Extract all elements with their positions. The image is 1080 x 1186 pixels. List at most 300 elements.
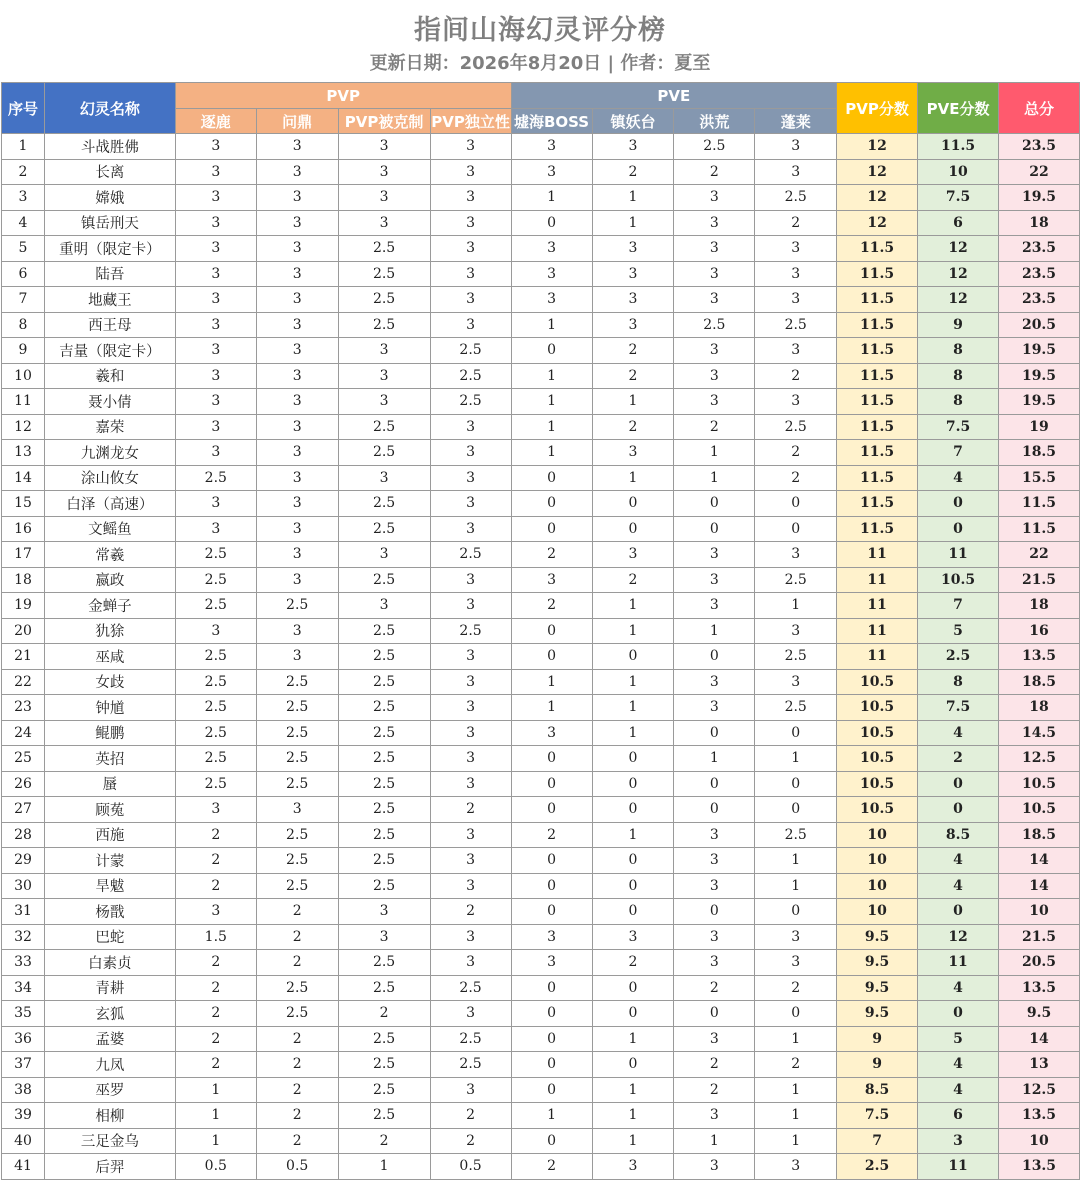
cell-index: 14 [2,465,45,491]
cell-index: 32 [2,924,45,950]
header-pvp-independence: PVP独立性 [430,109,511,134]
cell-pve-boss: 0 [511,338,592,364]
table-row [2,771,1080,797]
cell-index: 11 [2,389,45,415]
cell-name: 白泽（高速） [44,491,175,517]
cell-total: 19.5 [999,338,1080,364]
cell-pve-score: 0 [918,491,999,517]
cell-pve-penglai: 0 [755,899,837,925]
cell-pvp-score: 11.5 [837,516,918,542]
cell-index: 17 [2,542,45,568]
table-row [2,975,1080,1001]
cell-pve-penglai: 2.5 [755,822,837,848]
cell-pve-boss: 0 [511,491,592,517]
header-pvp-group: PVP [175,83,511,109]
cell-pve-zhenyaotai: 3 [592,542,674,568]
cell-index: 19 [2,593,45,619]
cell-pve-penglai: 3 [755,950,837,976]
cell-pve-honghuang: 0 [674,771,755,797]
cell-pve-honghuang: 2 [674,1077,755,1103]
cell-pvp-score: 11.5 [837,312,918,338]
cell-pvp-wending: 2 [256,899,338,925]
cell-pvp-zhulu: 3 [175,236,256,262]
cell-pvp-wending: 3 [256,516,338,542]
cell-name: 吉量（限定卡） [44,338,175,364]
table-row [2,338,1080,364]
cell-pvp-independence: 3 [430,261,511,287]
cell-name: 斗战胜佛 [44,134,175,160]
cell-pvp-independence: 3 [430,873,511,899]
cell-total: 16 [999,618,1080,644]
cell-pvp-wending: 3 [256,465,338,491]
cell-pvp-countered: 2.5 [338,669,430,695]
cell-pvp-score: 10.5 [837,797,918,823]
header-pve-penglai: 蓬莱 [755,109,837,134]
cell-pvp-zhulu: 2.5 [175,746,256,772]
cell-pvp-wending: 2.5 [256,822,338,848]
table-row [2,950,1080,976]
cell-pve-score: 5 [918,1026,999,1052]
cell-index: 31 [2,899,45,925]
table-row [2,720,1080,746]
cell-pvp-wending: 2.5 [256,1001,338,1027]
cell-pve-score: 4 [918,720,999,746]
cell-pvp-zhulu: 1 [175,1103,256,1129]
cell-pvp-wending: 3 [256,236,338,262]
header-index: 序号 [2,83,45,134]
header-pvp-score: PVP分数 [837,83,918,134]
cell-pve-honghuang: 3 [674,363,755,389]
cell-pvp-wending: 2.5 [256,746,338,772]
cell-total: 10.5 [999,797,1080,823]
cell-pve-zhenyaotai: 3 [592,312,674,338]
cell-pve-boss: 1 [511,185,592,211]
cell-index: 12 [2,414,45,440]
cell-pve-score: 11 [918,950,999,976]
cell-pvp-wending: 2 [256,1077,338,1103]
cell-pvp-countered: 2.5 [338,822,430,848]
cell-index: 3 [2,185,45,211]
cell-pve-score: 2.5 [918,644,999,670]
cell-pve-boss: 1 [511,389,592,415]
table-row [2,185,1080,211]
cell-pve-boss: 0 [511,465,592,491]
cell-name: 九凤 [44,1052,175,1078]
cell-pvp-independence: 3 [430,287,511,313]
cell-pve-boss: 0 [511,899,592,925]
cell-index: 13 [2,440,45,466]
page-subtitle: 更新日期：2026年8月20日 | 作者：夏至 [369,53,711,74]
cell-total: 10 [999,1128,1080,1154]
cell-pvp-wending: 2 [256,1103,338,1129]
cell-index: 23 [2,695,45,721]
cell-name: 金蝉子 [44,593,175,619]
cell-pvp-independence: 2.5 [430,618,511,644]
cell-pve-honghuang: 3 [674,1154,755,1180]
table-row [2,593,1080,619]
cell-pvp-independence: 3 [430,1001,511,1027]
cell-pve-penglai: 3 [755,924,837,950]
cell-pvp-score: 10.5 [837,669,918,695]
cell-pve-penglai: 3 [755,618,837,644]
cell-pve-penglai: 3 [755,669,837,695]
cell-total: 22 [999,542,1080,568]
cell-pvp-zhulu: 2.5 [175,567,256,593]
cell-pve-score: 0 [918,516,999,542]
cell-index: 28 [2,822,45,848]
cell-pve-boss: 0 [511,210,592,236]
cell-name: 嫦娥 [44,185,175,211]
cell-pve-honghuang: 3 [674,542,755,568]
cell-pve-honghuang: 0 [674,491,755,517]
table-row [2,236,1080,262]
cell-total: 18 [999,210,1080,236]
cell-total: 22 [999,159,1080,185]
cell-index: 20 [2,618,45,644]
cell-pve-boss: 0 [511,1052,592,1078]
cell-pve-zhenyaotai: 1 [592,720,674,746]
cell-pvp-independence: 3 [430,185,511,211]
cell-pvp-zhulu: 2 [175,822,256,848]
cell-pvp-score: 11.5 [837,236,918,262]
cell-pvp-countered: 2.5 [338,312,430,338]
cell-pvp-score: 11 [837,542,918,568]
cell-pve-penglai: 2.5 [755,695,837,721]
cell-total: 21.5 [999,924,1080,950]
cell-pvp-wending: 2 [256,1128,338,1154]
cell-pve-honghuang: 3 [674,338,755,364]
cell-name: 嬴政 [44,567,175,593]
table-row [2,1052,1080,1078]
cell-pvp-wending: 3 [256,261,338,287]
cell-pvp-countered: 2.5 [338,236,430,262]
table-row [2,465,1080,491]
cell-pvp-wending: 2.5 [256,593,338,619]
cell-pvp-countered: 2.5 [338,848,430,874]
cell-pve-boss: 1 [511,363,592,389]
cell-pve-boss: 3 [511,159,592,185]
cell-pvp-independence: 3 [430,440,511,466]
cell-pve-honghuang: 3 [674,1103,755,1129]
cell-index: 38 [2,1077,45,1103]
cell-pve-penglai: 0 [755,491,837,517]
cell-pve-score: 4 [918,975,999,1001]
cell-pve-zhenyaotai: 3 [592,236,674,262]
cell-pve-boss: 0 [511,516,592,542]
cell-name: 女歧 [44,669,175,695]
cell-pve-boss: 0 [511,1128,592,1154]
cell-pve-boss: 0 [511,746,592,772]
cell-pvp-independence: 3 [430,1077,511,1103]
rating-table [1,82,1080,1180]
cell-name: 九渊龙女 [44,440,175,466]
cell-pvp-countered: 2 [338,1001,430,1027]
header-pvp-wending: 问鼎 [256,109,338,134]
cell-pve-penglai: 0 [755,516,837,542]
cell-name: 巫罗 [44,1077,175,1103]
cell-total: 9.5 [999,1001,1080,1027]
cell-pve-penglai: 2.5 [755,644,837,670]
cell-pvp-score: 11.5 [837,338,918,364]
cell-pvp-score: 9.5 [837,1001,918,1027]
cell-total: 10 [999,899,1080,925]
table-row [2,848,1080,874]
cell-pve-penglai: 1 [755,1128,837,1154]
cell-pvp-wending: 3 [256,414,338,440]
cell-pvp-score: 9 [837,1052,918,1078]
cell-pvp-score: 11 [837,618,918,644]
cell-pvp-wending: 2.5 [256,771,338,797]
cell-pvp-zhulu: 2.5 [175,644,256,670]
cell-total: 11.5 [999,491,1080,517]
cell-pvp-score: 12 [837,134,918,160]
cell-pvp-countered: 2.5 [338,975,430,1001]
cell-pve-zhenyaotai: 2 [592,363,674,389]
cell-pvp-score: 11.5 [837,287,918,313]
cell-pve-honghuang: 1 [674,746,755,772]
cell-pvp-zhulu: 2 [175,873,256,899]
cell-pvp-zhulu: 2.5 [175,720,256,746]
cell-pve-score: 12 [918,261,999,287]
cell-pvp-wending: 3 [256,440,338,466]
cell-pvp-wending: 2 [256,924,338,950]
cell-pve-zhenyaotai: 0 [592,644,674,670]
cell-pve-boss: 0 [511,873,592,899]
cell-pvp-countered: 1 [338,1154,430,1180]
cell-index: 9 [2,338,45,364]
cell-pvp-independence: 2 [430,899,511,925]
cell-pve-zhenyaotai: 1 [592,822,674,848]
cell-pvp-score: 11.5 [837,261,918,287]
cell-pve-boss: 0 [511,644,592,670]
cell-pvp-score: 11 [837,567,918,593]
cell-name: 杨戬 [44,899,175,925]
cell-pvp-zhulu: 3 [175,516,256,542]
cell-pvp-wending: 3 [256,567,338,593]
table-row [2,1077,1080,1103]
cell-name: 陆吾 [44,261,175,287]
cell-name: 三足金乌 [44,1128,175,1154]
cell-name: 相柳 [44,1103,175,1129]
cell-pvp-countered: 2.5 [338,261,430,287]
cell-pvp-independence: 2.5 [430,363,511,389]
cell-pve-zhenyaotai: 0 [592,746,674,772]
cell-pve-penglai: 1 [755,1026,837,1052]
cell-pvp-zhulu: 3 [175,261,256,287]
cell-index: 8 [2,312,45,338]
cell-pve-boss: 2 [511,542,592,568]
cell-index: 30 [2,873,45,899]
cell-name: 顾菟 [44,797,175,823]
cell-pve-boss: 0 [511,618,592,644]
cell-pve-score: 0 [918,771,999,797]
cell-pvp-wending: 0.5 [256,1154,338,1180]
cell-pvp-wending: 3 [256,363,338,389]
cell-index: 33 [2,950,45,976]
cell-pve-boss: 3 [511,567,592,593]
table-row [2,389,1080,415]
cell-pve-score: 4 [918,873,999,899]
cell-name: 青耕 [44,975,175,1001]
cell-pvp-independence: 3 [430,746,511,772]
cell-pve-score: 7.5 [918,695,999,721]
cell-pve-penglai: 3 [755,338,837,364]
cell-pvp-wending: 3 [256,797,338,823]
cell-pvp-score: 9 [837,1026,918,1052]
cell-total: 18.5 [999,822,1080,848]
cell-pvp-countered: 3 [338,465,430,491]
header-pvp-countered: PVP被克制 [338,109,430,134]
cell-pvp-zhulu: 3 [175,440,256,466]
cell-total: 20.5 [999,950,1080,976]
cell-pve-honghuang: 3 [674,822,755,848]
cell-pve-boss: 0 [511,1026,592,1052]
cell-pve-honghuang: 2.5 [674,312,755,338]
page-title: 指间山海幻灵评分榜 [414,15,666,46]
header-pve-boss: 墟海BOSS [511,109,592,134]
cell-pvp-zhulu: 2.5 [175,669,256,695]
cell-pvp-independence: 3 [430,822,511,848]
cell-pve-score: 6 [918,1103,999,1129]
cell-pve-boss: 0 [511,1001,592,1027]
cell-pve-score: 0 [918,797,999,823]
cell-name: 后羿 [44,1154,175,1180]
cell-pvp-zhulu: 2 [175,975,256,1001]
cell-pve-honghuang: 3 [674,261,755,287]
cell-total: 18 [999,695,1080,721]
cell-pve-honghuang: 2 [674,1052,755,1078]
cell-pve-zhenyaotai: 3 [592,924,674,950]
cell-pvp-countered: 3 [338,542,430,568]
cell-pvp-countered: 3 [338,185,430,211]
cell-pvp-wending: 2 [256,950,338,976]
cell-index: 2 [2,159,45,185]
cell-pvp-countered: 2.5 [338,720,430,746]
cell-pvp-score: 11.5 [837,440,918,466]
cell-pvp-score: 12 [837,210,918,236]
cell-pve-boss: 3 [511,236,592,262]
cell-pvp-zhulu: 2.5 [175,465,256,491]
table-row [2,516,1080,542]
cell-pvp-wending: 2 [256,1026,338,1052]
cell-pvp-countered: 3 [338,899,430,925]
cell-pvp-score: 9.5 [837,975,918,1001]
cell-index: 39 [2,1103,45,1129]
cell-pve-zhenyaotai: 1 [592,695,674,721]
table-row [2,414,1080,440]
cell-pve-honghuang: 3 [674,695,755,721]
cell-pvp-zhulu: 3 [175,210,256,236]
cell-pvp-score: 10.5 [837,746,918,772]
cell-name: 蜃 [44,771,175,797]
cell-pvp-countered: 3 [338,338,430,364]
cell-pve-zhenyaotai: 1 [592,210,674,236]
cell-name: 文鳐鱼 [44,516,175,542]
cell-pve-honghuang: 2.5 [674,134,755,160]
cell-pve-zhenyaotai: 3 [592,261,674,287]
cell-total: 21.5 [999,567,1080,593]
table-row [2,440,1080,466]
cell-pve-score: 11 [918,1154,999,1180]
cell-index: 35 [2,1001,45,1027]
cell-pve-honghuang: 3 [674,669,755,695]
cell-pvp-zhulu: 2 [175,950,256,976]
cell-total: 14 [999,873,1080,899]
cell-pvp-zhulu: 2 [175,1001,256,1027]
cell-pve-penglai: 0 [755,797,837,823]
table-row [2,261,1080,287]
cell-total: 13.5 [999,1154,1080,1180]
cell-pvp-zhulu: 2.5 [175,593,256,619]
cell-total: 11.5 [999,516,1080,542]
cell-index: 15 [2,491,45,517]
cell-index: 7 [2,287,45,313]
cell-total: 23.5 [999,134,1080,160]
cell-pve-zhenyaotai: 1 [592,1128,674,1154]
cell-pve-score: 8 [918,363,999,389]
cell-index: 5 [2,236,45,262]
cell-pve-boss: 3 [511,261,592,287]
cell-total: 14.5 [999,720,1080,746]
cell-pvp-independence: 3 [430,720,511,746]
table-row [2,210,1080,236]
cell-pvp-independence: 0.5 [430,1154,511,1180]
cell-total: 14 [999,1026,1080,1052]
cell-name: 旱魃 [44,873,175,899]
cell-pve-score: 4 [918,1077,999,1103]
cell-index: 40 [2,1128,45,1154]
cell-pve-zhenyaotai: 1 [592,1077,674,1103]
cell-pvp-independence: 3 [430,236,511,262]
cell-name: 计蒙 [44,848,175,874]
table-row [2,542,1080,568]
header-pvp-zhulu: 逐鹿 [175,109,256,134]
cell-pvp-countered: 3 [338,159,430,185]
cell-pvp-independence: 3 [430,516,511,542]
cell-pve-zhenyaotai: 1 [592,389,674,415]
cell-pve-score: 10 [918,159,999,185]
cell-pve-honghuang: 3 [674,236,755,262]
cell-pve-honghuang: 0 [674,1001,755,1027]
cell-pvp-countered: 2.5 [338,414,430,440]
cell-total: 19.5 [999,363,1080,389]
header-total: 总分 [999,83,1080,134]
cell-index: 25 [2,746,45,772]
cell-pve-honghuang: 3 [674,185,755,211]
cell-name: 西王母 [44,312,175,338]
cell-pvp-score: 10 [837,822,918,848]
cell-pve-boss: 1 [511,669,592,695]
cell-pvp-independence: 3 [430,465,511,491]
cell-pvp-score: 2.5 [837,1154,918,1180]
table-row [2,924,1080,950]
cell-name: 钟馗 [44,695,175,721]
cell-pve-score: 11 [918,542,999,568]
cell-pve-zhenyaotai: 1 [592,1103,674,1129]
cell-pve-boss: 3 [511,950,592,976]
table-row [2,873,1080,899]
cell-total: 13.5 [999,1103,1080,1129]
cell-pvp-wending: 3 [256,159,338,185]
cell-pve-score: 8 [918,338,999,364]
cell-pvp-wending: 3 [256,389,338,415]
cell-pve-penglai: 3 [755,134,837,160]
cell-pve-zhenyaotai: 3 [592,1154,674,1180]
cell-pve-penglai: 1 [755,1103,837,1129]
cell-pvp-countered: 3 [338,134,430,160]
cell-total: 15.5 [999,465,1080,491]
cell-pve-boss: 0 [511,848,592,874]
